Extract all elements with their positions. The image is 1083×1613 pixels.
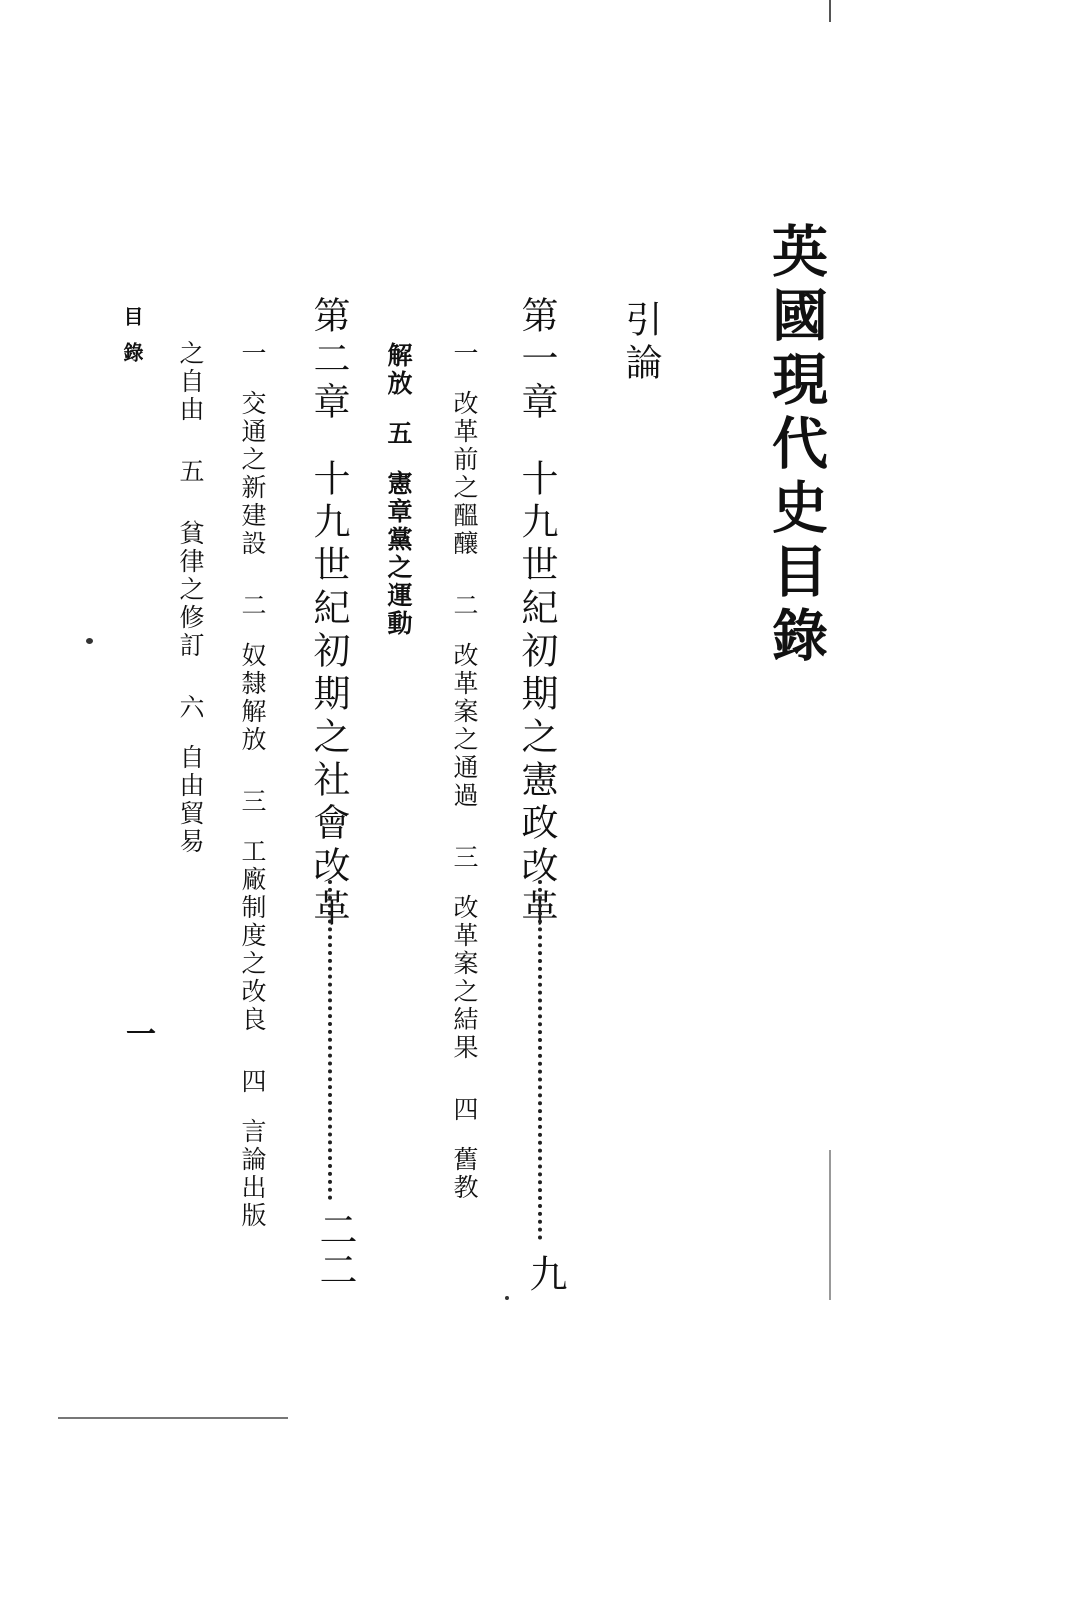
chapter2-section-num: 三 xyxy=(238,788,267,816)
chapter2-section-num: 一 xyxy=(238,340,267,368)
chapter1-cont-num: 五 xyxy=(384,420,413,448)
chapter1-page-number: 九 xyxy=(523,1254,567,1292)
chapter1-sections xyxy=(452,340,477,1202)
chapter1-label: 第一章 xyxy=(515,296,558,425)
chapter1-title: 十九世紀初期之憲政改革 xyxy=(515,459,558,932)
chapter2-leader-dots xyxy=(328,880,332,1200)
chapter2-label: 第二章 xyxy=(307,296,350,425)
chapter2-sections-cont xyxy=(178,340,203,856)
chapter1-leader-dots xyxy=(538,880,542,1240)
chapter1-section-text: 改革案之通過 xyxy=(450,642,479,810)
chapter1-cont-text: 憲章黨之運動 xyxy=(384,470,413,638)
chapter1-section-text: 改革前之醞釀 xyxy=(450,390,479,558)
chapter2-section-text: 工廠制度之改良 xyxy=(238,838,267,1034)
chapter1-section-text: 改革案之結果 xyxy=(450,894,479,1062)
folio-number: 一 xyxy=(120,1018,155,1048)
book-title: 英國現代史目錄 xyxy=(763,222,829,670)
chapter2-heading xyxy=(307,296,350,932)
chapter1-sections-cont xyxy=(386,342,411,638)
chapter1-section-num: 三 xyxy=(450,844,479,872)
chapter2-cont-text: 之自由 xyxy=(176,340,205,424)
chapter2-cont-num: 六 xyxy=(176,694,205,722)
intro-heading: 引論 xyxy=(619,300,662,386)
chapter2-title: 十九世紀初期之社會改革 xyxy=(307,459,350,932)
running-header: 目錄 xyxy=(120,306,144,378)
chapter2-section-num: 四 xyxy=(238,1068,267,1096)
chapter1-section-num: 四 xyxy=(450,1096,479,1124)
chapter1-section-num: 一 xyxy=(450,340,479,368)
scan-bottom-line xyxy=(58,1417,288,1419)
chapter2-cont-num: 五 xyxy=(176,458,205,486)
chapter2-section-num: 二 xyxy=(238,592,267,620)
chapter2-cont-text: 自由貿易 xyxy=(176,744,205,856)
scan-edge-line-right xyxy=(829,1150,831,1300)
chapter2-cont-text: 貧律之修訂 xyxy=(176,520,205,660)
chapter1-heading xyxy=(515,296,558,932)
chapter1-section-text: 舊教 xyxy=(450,1146,479,1202)
chapter2-section-text: 交通之新建設 xyxy=(238,390,267,558)
scan-speck xyxy=(86,638,93,644)
chapter2-page-number: 二二 xyxy=(313,1210,357,1290)
scan-speck xyxy=(505,1296,509,1300)
chapter1-section-num: 二 xyxy=(450,592,479,620)
chapter2-sections xyxy=(240,340,265,1230)
chapter1-cont-text: 解放 xyxy=(384,342,413,398)
chapter2-section-text: 言論出版 xyxy=(238,1118,267,1230)
chapter2-section-text: 奴隸解放 xyxy=(238,642,267,754)
scan-edge-line-top xyxy=(829,0,831,22)
